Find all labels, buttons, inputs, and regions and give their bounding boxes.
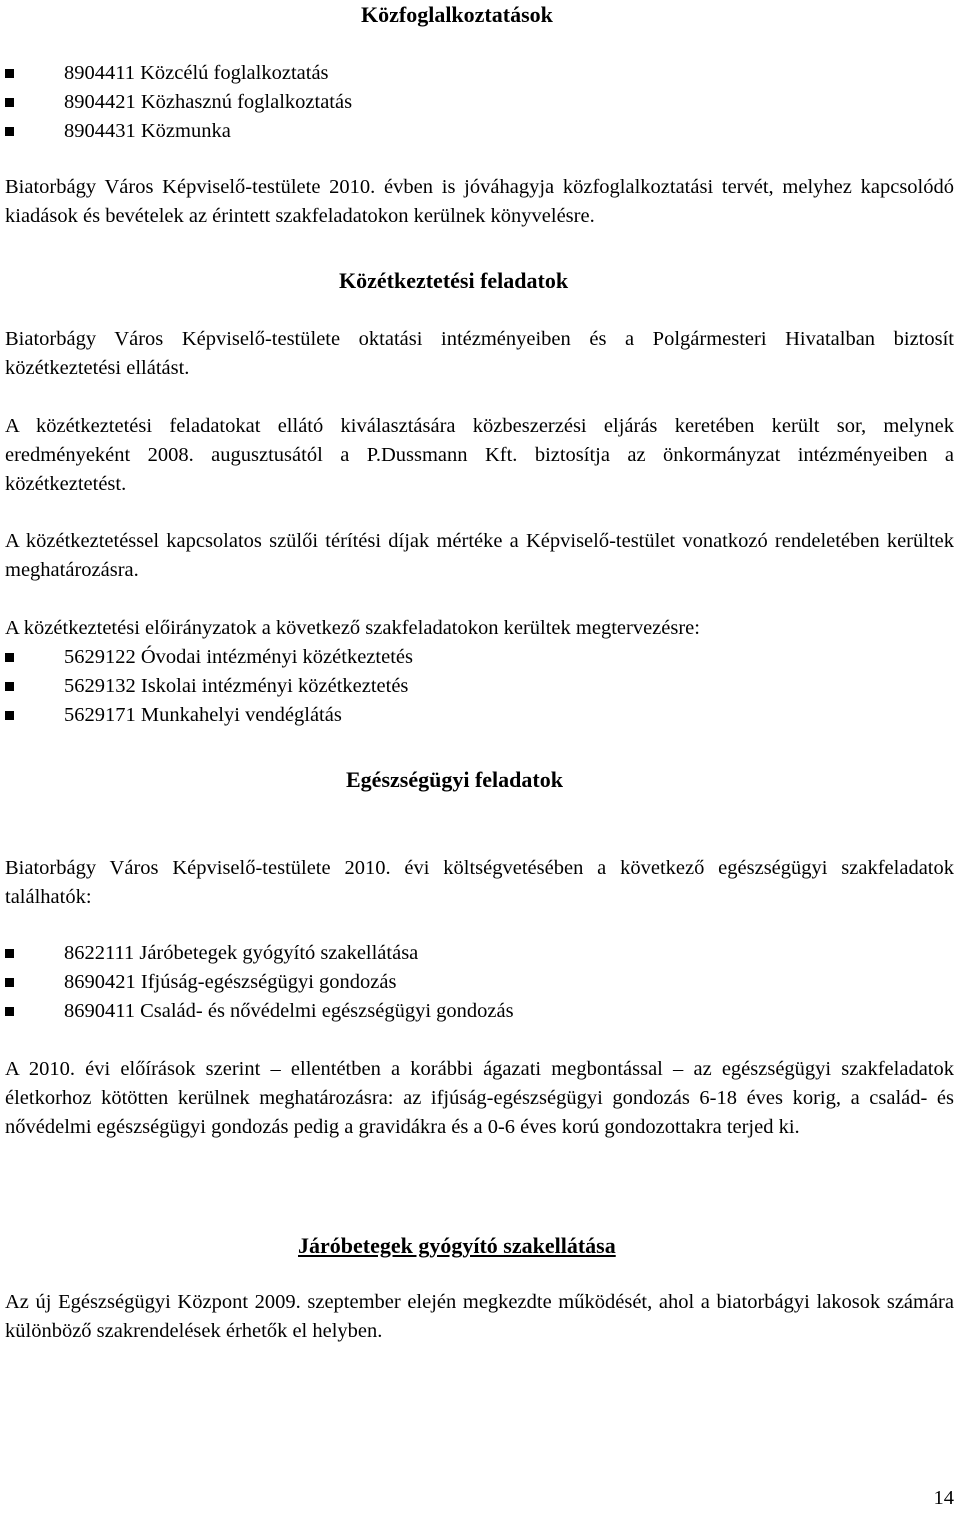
kozetkeztetes-list — [5, 643, 413, 730]
list-item: 8622111 Járóbetegek gyógyító szakellátása — [5, 939, 514, 968]
egeszsegugy-list — [5, 939, 514, 1026]
jarobeteg-paragraph: Az új Egészségügyi Központ 2009. szeptember elején megkezdte működését, ahol a biatorbágyi lakosok számára különböző szakrendelések érhetők el helyben. — [5, 1291, 954, 1342]
kozetkeztetes-paragraph-3: A közétkeztetéssel kapcsolatos szülői térítési díjak mértéke a Képviselő-testület vonatkozó rendeletében kerültek meghatározásra. — [5, 530, 954, 581]
bullet-square-icon — [5, 978, 14, 987]
list-item: 8690411 Család- és nővédelmi egészségügyi gondozás — [5, 997, 514, 1026]
bullet-square-icon — [5, 69, 14, 78]
heading-kozetkeztetes: Közétkeztetési feladatok — [339, 268, 569, 293]
list-item: 8690421 Ifjúság-egészségügyi gondozás — [5, 968, 514, 997]
page-number: 14 — [933, 1487, 954, 1509]
bullet-square-icon — [5, 653, 14, 662]
bullet-square-icon — [5, 98, 14, 107]
bullet-square-icon — [5, 127, 14, 136]
heading-egeszsegugy: Egészségügyi feladatok — [346, 767, 563, 792]
bullet-square-icon — [5, 949, 14, 958]
egeszsegugy-paragraph: A 2010. évi előírások szerint – ellentétben a korábbi ágazati megbontással – az egészségügyi szakfeladatok életkorhoz kötötten kerülnek meghatározásra: az ifjúság-egészségügyi gondozás 6-18 éves korig, a család- és nővédelmi egészségügyi gondozás pedig a gravidákra és a 0-6 éves korú gondozottakra terjed ki. — [5, 1058, 954, 1138]
kozfoglalkoztatas-list — [5, 59, 352, 146]
egeszsegugy-intro: Biatorbágy Város Képviselő-testülete 2010. évi költségvetésében a következő egészségügyi szakfeladatok találhatók: — [5, 857, 954, 908]
kozetkeztetes-paragraph-1: Biatorbágy Város Képviselő-testülete oktatási intézményeiben és a Polgármesteri Hivatalban biztosít közétkeztetési ellátást. — [5, 328, 954, 379]
list-item: 8904411 Közcélú foglalkoztatás — [5, 59, 352, 88]
list-item: 8904421 Közhasznú foglalkoztatás — [5, 88, 352, 117]
list-item: 5629171 Munkahelyi vendéglátás — [5, 701, 413, 730]
list-item: 5629132 Iskolai intézményi közétkeztetés — [5, 672, 413, 701]
kozetkeztetes-intro: A közétkeztetési előirányzatok a következő szakfeladatokon kerültek megtervezésre: — [5, 617, 700, 639]
list-item: 8904431 Közmunka — [5, 117, 352, 146]
heading-jarobeteg: Járóbetegek gyógyító szakellátása — [298, 1233, 616, 1258]
bullet-square-icon — [5, 711, 14, 720]
bullet-square-icon — [5, 682, 14, 691]
kozetkeztetes-paragraph-2: A közétkeztetési feladatokat ellátó kiválasztására közbeszerzési eljárás keretében került sor, melynek eredményeként 2008. augusztusától a P.Dussmann Kft. biztosítja az önkormányzat intézményeiben a közétkeztetést. — [5, 415, 954, 495]
kozfoglalkoztatas-paragraph: Biatorbágy Város Képviselő-testülete 2010. évben is jóváhagyja közfoglalkoztatási tervét, melyhez kapcsolódó kiadások és bevételek az érintett szakfeladatokon kerülnek könyvelésre. — [5, 176, 954, 227]
bullet-square-icon — [5, 1007, 14, 1016]
heading-kozfoglalkoztatas: Közfoglalkoztatások — [361, 2, 553, 27]
list-item: 5629122 Óvodai intézményi közétkeztetés — [5, 643, 413, 672]
